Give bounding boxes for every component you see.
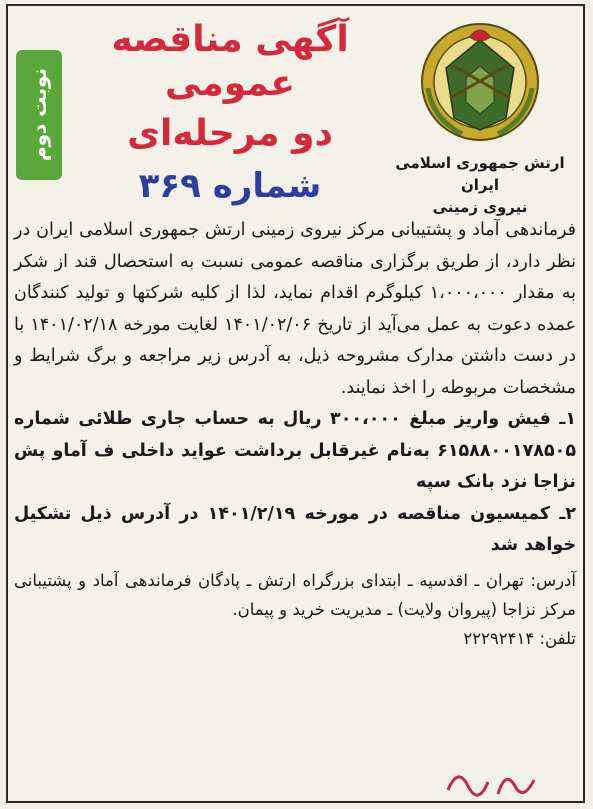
second-round-badge xyxy=(16,50,62,180)
requirement-item-2: ۲ـ کمیسیون مناقصه در مورخه ۱۴۰۱/۲/۱۹ در آدرس ذیل تشکیل خواهد شد xyxy=(14,503,576,555)
requirement-item-1: ۱ـ فیش واریز مبلغ ۳۰۰،۰۰۰ ریال به حساب جاری طلائی شماره ۶۱۵۸۸۰۰۱۷۸۵۰۵ به‌نام غیرقابل برداشت عواید داخلی ف آماو پش نزاجا نزد بانک سپه xyxy=(14,409,576,492)
handwritten-mark-icon xyxy=(440,760,540,804)
title-line-2: دو مرحله‌ای xyxy=(127,113,333,154)
army-emblem-icon xyxy=(410,18,550,146)
org-line-2: نیروی زمینی xyxy=(432,198,528,216)
organization-name xyxy=(376,152,584,218)
title-block xyxy=(70,18,390,208)
title-line-1: آگهی مناقصه عمومی xyxy=(111,19,349,104)
notice-body xyxy=(14,215,576,653)
badge-label: نوبت دوم xyxy=(27,68,51,162)
org-line-1: ارتش جمهوری اسلامی ایران xyxy=(395,154,565,194)
intro-paragraph: فرماندهی آماد و پشتیبانی مرکز نیروی زمینی ارتش جمهوری اسلامی ایران در نظر دارد، از طریق برگزاری مناقصه عمومی نسبت به استحصال قند از شکر به مقدار ۱،۰۰۰،۰۰۰ کیلوگرم اقدام نماید، لذا از کلیه شرکتها و تولید کنندگان عمده دعوت به عمل می‌آید از تاریخ ۱۴۰۱/۰۲/۰۶ لغایت مورخه ۱۴۰۱/۰۲/۱۸ با در دست داشتن مدارک مشروحه ذیل، به آدرس زیر مراجعه و برگ شرایط و مشخصات مربوطه را اخذ نمایند. xyxy=(14,220,577,398)
title-line-3: شماره ۳۶۹ xyxy=(138,166,322,206)
address-text: آدرس: تهران ـ اقدسیه ـ ابتدای بزرگراه ارتش ـ پادگان فرماندهی آماد و پشتیبانی مرکز نزاجا (پیروان ولایت) ـ مدیریت خرید و پیمان. xyxy=(14,570,576,619)
phone-text: تلفن: ۲۲۲۹۲۴۱۴ xyxy=(463,628,576,648)
